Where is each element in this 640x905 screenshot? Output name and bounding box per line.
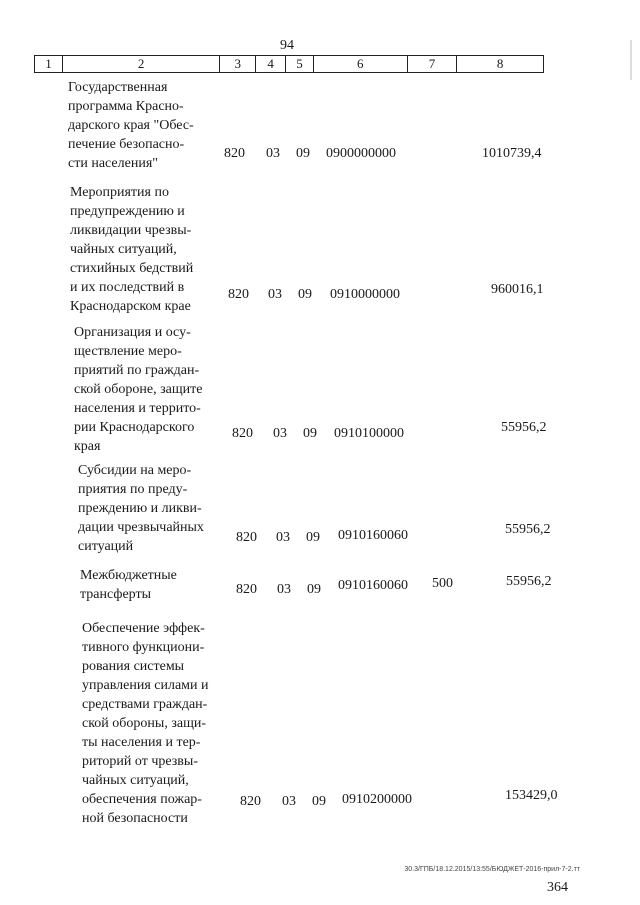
row-pr: 09 — [307, 582, 321, 597]
row-name: Государственная программа Красно- дарского края "Обес- печение безопасно- сти населения" — [68, 80, 194, 171]
row-ved: 820 — [236, 582, 257, 597]
column-number-header — [34, 55, 544, 73]
row-pr: 09 — [298, 287, 312, 302]
column-header-1: 1 — [35, 56, 63, 72]
page-number-bottom: 364 — [547, 880, 568, 895]
row-ved: 820 — [232, 426, 253, 441]
row-name: Обеспечение эффек- тивного функциони- рования системы управления силами и средствами граждан- ской обороны, защи- ты населения и тер- риторий от чрезвы- чайных ситуаций, обеспечения пожар- ной безопасности — [82, 621, 209, 826]
row-sum: 1010739,4 — [482, 146, 542, 161]
row-sum: 55956,2 — [501, 420, 547, 435]
row-pr: 09 — [303, 426, 317, 441]
footer-document-code: 30.3/ГПБ/18.12.2015/13:55/БЮДЖЕТ-2016-прил-7-2.тт — [404, 866, 580, 873]
column-header-8: 8 — [496, 56, 504, 71]
scan-edge-mark — [630, 40, 632, 80]
row-rz: 03 — [282, 794, 296, 809]
row-name: Межбюджетные трансферты — [80, 568, 177, 602]
row-name: Мероприятия по предупреждению и ликвидации чрезвы- чайных ситуаций, стихийных бедствий и их последствий в Краснодарском крае — [70, 185, 194, 314]
row-csr: 0900000000 — [326, 146, 396, 161]
row-csr: 0910200000 — [342, 792, 412, 807]
row-rz: 03 — [273, 426, 287, 441]
row-sum: 55956,2 — [505, 522, 551, 537]
row-rz: 03 — [266, 146, 280, 161]
column-header-2: 2 — [63, 56, 220, 72]
row-ved: 820 — [228, 287, 249, 302]
row-rz: 03 — [276, 530, 290, 545]
column-header-4: 4 — [256, 56, 286, 72]
row-pr: 09 — [312, 794, 326, 809]
row-csr: 0910160060 — [338, 528, 408, 543]
column-header-3: 3 — [220, 56, 256, 72]
row-csr: 0910160060 — [338, 578, 408, 593]
row-name: Организация и осу- ществление меро- приятий по граждан- ской обороне, защите населения и террито- рии Краснодарского края — [74, 325, 203, 454]
row-name: Субсидии на меро- приятия по преду- преждению и ликви- дации чрезвычайных ситуаций — [78, 463, 204, 554]
row-rz: 03 — [277, 582, 291, 597]
row-sum: 960016,1 — [491, 282, 544, 297]
row-pr: 09 — [296, 146, 310, 161]
row-ved: 820 — [240, 794, 261, 809]
row-vr: 500 — [432, 576, 453, 591]
row-ved: 820 — [236, 530, 257, 545]
row-csr: 0910100000 — [334, 426, 404, 441]
row-sum: 153429,0 — [505, 788, 558, 803]
column-header-5: 5 — [286, 56, 314, 72]
column-header-7: 7 — [408, 56, 458, 72]
row-sum: 55956,2 — [506, 574, 552, 589]
page-number-top: 94 — [280, 38, 294, 53]
row-ved: 820 — [224, 146, 245, 161]
row-csr: 0910000000 — [330, 287, 400, 302]
column-header-6: 6 — [314, 56, 408, 72]
row-pr: 09 — [306, 530, 320, 545]
row-rz: 03 — [268, 287, 282, 302]
